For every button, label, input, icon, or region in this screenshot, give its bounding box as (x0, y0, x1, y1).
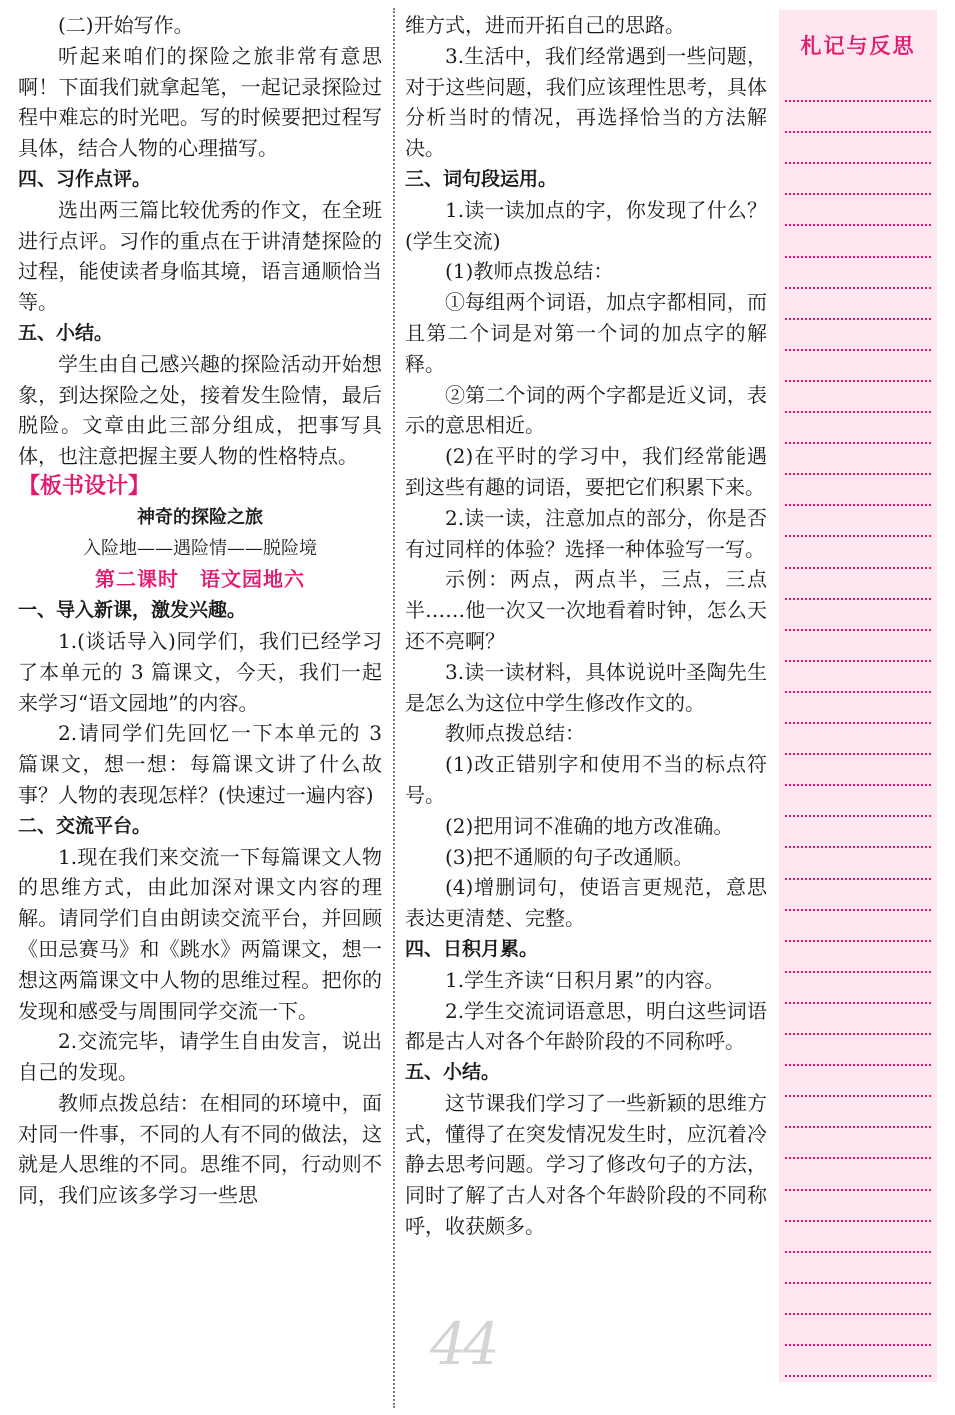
section-heading: 四、习作点评。 (18, 167, 152, 190)
note-line (785, 1002, 931, 1004)
notes-title: 札记与反思 (800, 34, 916, 58)
paragraph: 3.生活中，我们经常遇到一些问题，对于这些问题，我们应该理性思考，具体分析当时的情况，再选择恰当的方法解决。 (405, 43, 767, 161)
paragraph: (3)把不通顺的句子改通顺。 (445, 844, 694, 869)
paragraph: 1.读一读加点的字，你发现了什么？(学生交流) (405, 197, 767, 253)
section-heading: 四、日积月累。 (405, 937, 539, 960)
note-line (785, 1126, 931, 1128)
section-heading: 一、导入新课，激发兴趣。 (18, 599, 247, 622)
note-line (785, 193, 931, 195)
paragraph: 选出两三篇比较优秀的作文，在全班进行点评。习作的重点在于讲清楚探险的过程，能使读者身临其境，语言通顺恰当等。 (18, 197, 382, 315)
notes-panel (779, 10, 937, 1382)
board-outline: 入险地——遇险情——脱险境 (83, 537, 317, 559)
lesson-title: 第二课时 语文园地六 (95, 567, 305, 592)
paragraph: 听起来咱们的探险之旅非常有意思啊！下面我们就拿起笔，一起记录探险过程中难忘的时光吧。写的时候要把过程写具体，结合人物的心理描写。 (18, 43, 382, 161)
note-line (785, 442, 931, 444)
note-line (785, 909, 931, 911)
paragraph: 1.(谈话导入)同学们，我们已经学习了本单元的 3 篇课文，今天，我们一起来学习“语文园地”的内容。 (18, 628, 382, 715)
left-column (18, 10, 382, 1211)
note-line (785, 660, 931, 662)
board-title: 神奇的探险之旅 (137, 506, 263, 528)
paragraph: 学生由自己感兴趣的探险活动开始想象，到达探险之处，接着发生险情，最后脱险。文章由此三部分组成，把事写具体，也注意把握主要人物的性格特点。 (18, 351, 382, 469)
paragraph: 1.现在我们来交流一下每篇课文人物的思维方式，由此加深对课文内容的理解。请同学们自由朗读交流平台，并回顾《田忌赛马》和《跳水》两篇课文，想一想这两篇课文中人物的思维过程。把你的发现和感受与周围同学交流一下。 (18, 844, 382, 1023)
note-line (785, 1344, 931, 1346)
note-line (785, 100, 931, 102)
note-line (785, 411, 931, 413)
note-line (785, 1033, 931, 1035)
note-line (785, 567, 931, 569)
note-line (785, 131, 931, 133)
note-line (785, 162, 931, 164)
paragraph: 2.请同学们先回忆一下本单元的 3 篇课文，想一想：每篇课文讲了什么故事？人物的表现怎样？(快速过一遍内容) (18, 721, 382, 807)
note-line (785, 815, 931, 817)
section-heading: 五、小结。 (18, 321, 114, 344)
paragraph: (1)教师点拨总结： (445, 259, 614, 284)
note-line (785, 1157, 931, 1159)
note-line (785, 380, 931, 382)
note-line (785, 878, 931, 880)
paragraph: ②第二个词的两个字都是近义词，表示的意思相近。 (405, 382, 767, 438)
section-heading: 二、交流平台。 (18, 814, 152, 837)
note-line (785, 473, 931, 475)
board-design-label: 【板书设计】 (18, 473, 151, 499)
paragraph: 这节课我们学习了一些新颖的思维方式，懂得了在突发情况发生时，应沉着冷静去思考问题。学习了修改句子的方法，同时了解了古人对各个年龄阶段的不同称呼，收获颇多。 (405, 1090, 767, 1239)
paragraph: (二)开始写作。 (58, 13, 194, 37)
note-line (785, 1189, 931, 1191)
paragraph: 维方式，进而开拓自己的思路。 (405, 13, 685, 37)
note-line (785, 784, 931, 786)
paragraph: ①每组两个词语，加点字都相同，而且第二个词是对第一个词的加点字的解释。 (405, 290, 767, 376)
note-line (785, 318, 931, 320)
note-line (785, 349, 931, 351)
note-line (785, 598, 931, 600)
note-line (785, 287, 931, 289)
note-line (785, 971, 931, 973)
note-line (785, 535, 931, 537)
page-number: 44 (430, 1310, 496, 1378)
note-line (785, 1064, 931, 1066)
section-heading: 五、小结。 (405, 1061, 501, 1084)
note-line (785, 846, 931, 848)
note-line (785, 1282, 931, 1284)
paragraph: 1.学生齐读“日积月累”的内容。 (445, 967, 725, 992)
note-line (785, 753, 931, 755)
note-line (785, 1313, 931, 1315)
paragraph: (2)在平时的学习中，我们经常能遇到这些有趣的词语，要把它们积累下来。 (405, 444, 767, 499)
note-line (785, 1220, 931, 1222)
note-line (785, 1095, 931, 1097)
note-line (785, 629, 931, 631)
paragraph: (4)增删词句，使语言更规范，意思表达更清楚、完整。 (405, 875, 767, 931)
middle-column (405, 10, 767, 1242)
column-divider (393, 8, 395, 1408)
note-line (785, 722, 931, 724)
paragraph: 2.读一读，注意加点的部分，你是否有过同样的体验？选择一种体验写一写。 (405, 505, 767, 561)
note-line (785, 1251, 931, 1253)
paragraph: 3.读一读材料，具体说说叶圣陶先生是怎么为这位中学生修改作文的。 (405, 659, 767, 715)
note-line (785, 940, 931, 942)
paragraph: (1)改正错别字和使用不当的标点符号。 (405, 752, 767, 807)
paragraph: 2.交流完毕，请学生自由发言，说出自己的发现。 (18, 1029, 382, 1085)
note-line (785, 691, 931, 693)
note-line (785, 504, 931, 506)
paragraph: 教师点拨总结：在相同的环境中，面对同一件事，不同的人有不同的做法，这就是人思维的不同。思维不同，行动则不同，我们应该多学习一些思 (18, 1090, 382, 1208)
paragraph: 示例：两点，两点半，三点，三点半……他一次又一次地看着时钟，怎么天还不亮啊？ (405, 567, 767, 653)
paragraph: 教师点拨总结： (445, 721, 585, 746)
section-heading: 三、词句段运用。 (405, 167, 558, 190)
note-line (785, 1375, 931, 1377)
paragraph: (2)把用词不准确的地方改准确。 (445, 813, 734, 838)
note-line (785, 256, 931, 258)
paragraph: 2.学生交流词语意思，明白这些词语都是古人对各个年龄阶段的不同称呼。 (405, 998, 767, 1054)
note-line (785, 224, 931, 226)
